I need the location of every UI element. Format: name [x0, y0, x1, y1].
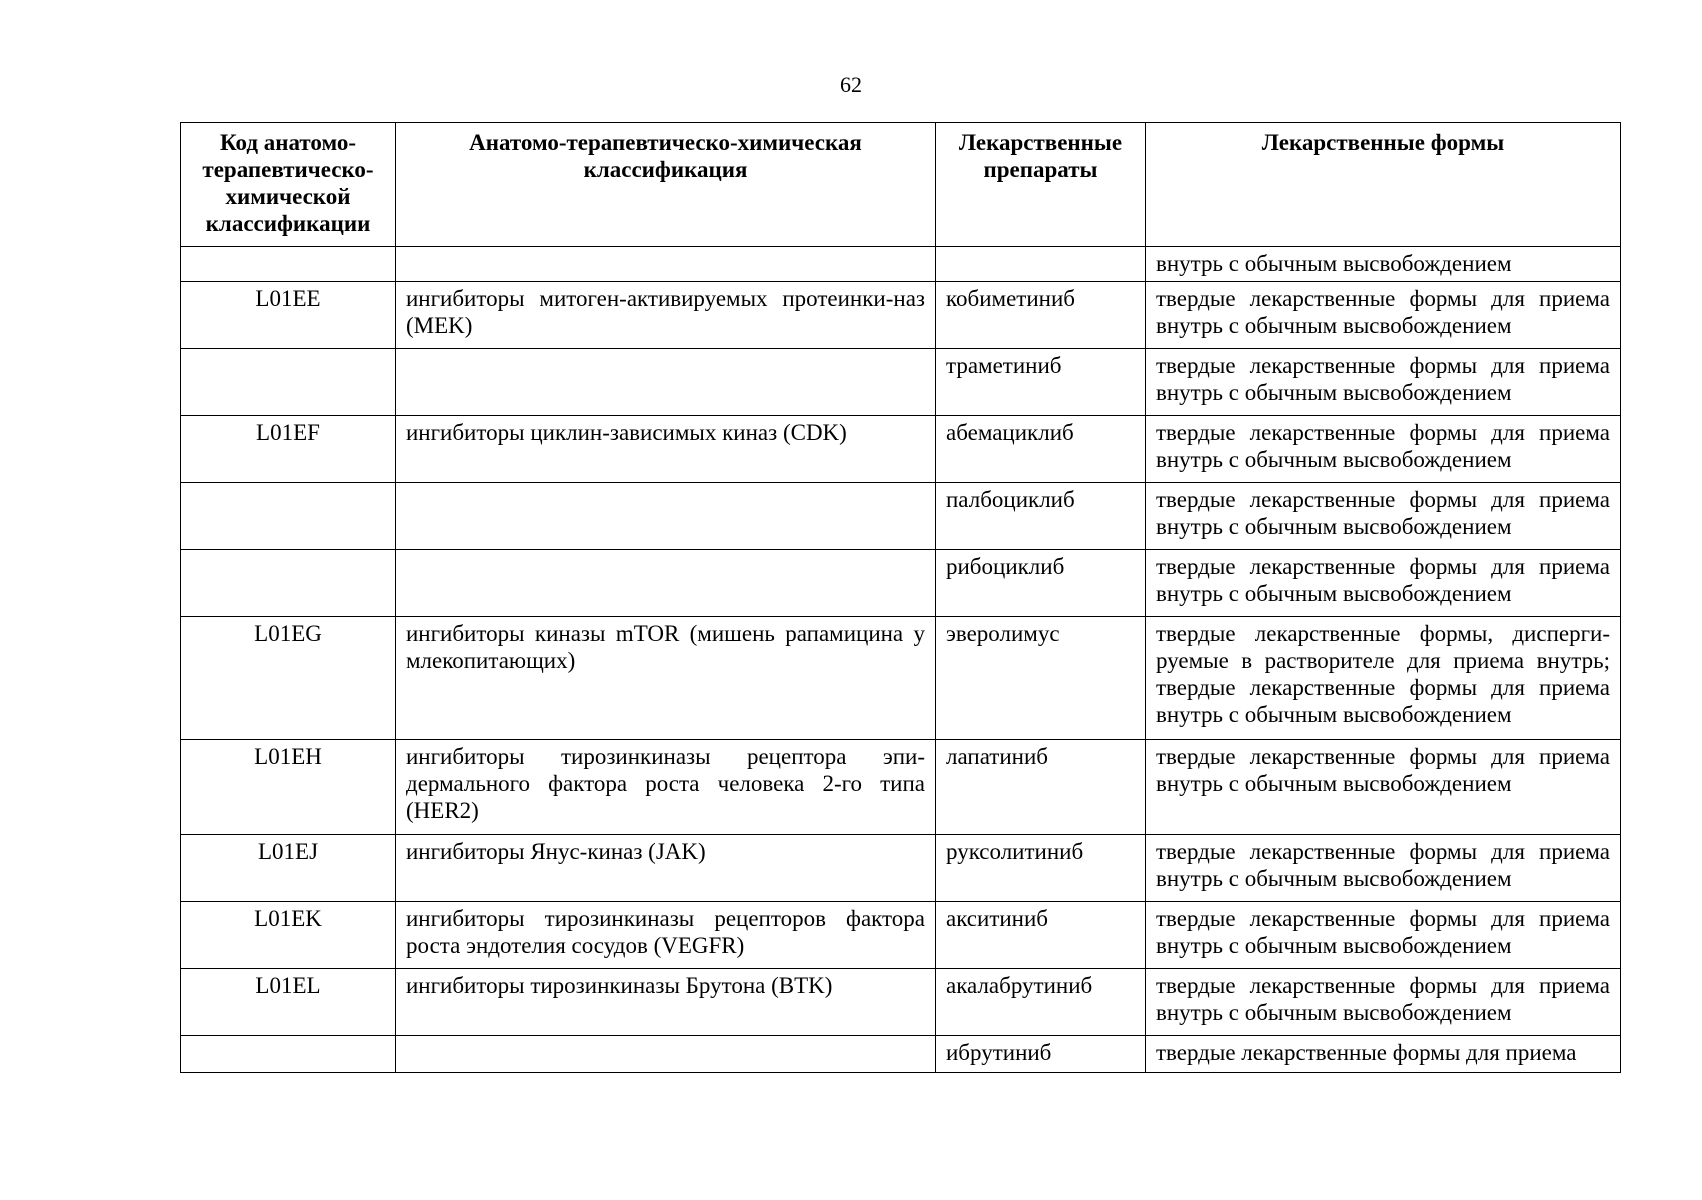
dosage-form: твердые лекарственные формы для приема внутрь с обычным высвобождением — [1146, 483, 1621, 550]
header-forms: Лекарственные формы — [1146, 123, 1621, 247]
drug-name — [936, 247, 1146, 282]
drug-name: эверолимус — [936, 617, 1146, 740]
table-row — [181, 282, 1621, 349]
table-row — [181, 483, 1621, 550]
atc-classification: ингибиторы митоген-активируемых протеинки-наз (MEK) — [396, 282, 936, 349]
atc-drug-table — [180, 122, 1621, 1073]
table-header-row — [181, 123, 1621, 247]
header-classification: Анатомо-терапевтическо-химическая классификация — [396, 123, 936, 247]
drug-name: руксолитиниб — [936, 835, 1146, 902]
dosage-form: твердые лекарственные формы, дисперги-руемые в растворителе для приема внутрь; твердые лекарственные формы для приема внутрь с обычным высвобождением — [1146, 617, 1621, 740]
atc-classification — [396, 483, 936, 550]
atc-classification: ингибиторы тирозинкиназы рецепторов фактора роста эндотелия сосудов (VEGFR) — [396, 902, 936, 969]
atc-classification: ингибиторы Янус-киназ (JAK) — [396, 835, 936, 902]
atc-classification — [396, 550, 936, 617]
dosage-form: твердые лекарственные формы для приема внутрь с обычным высвобождением — [1146, 349, 1621, 416]
atc-classification: ингибиторы тирозинкиназы Брутона (BTK) — [396, 969, 936, 1036]
dosage-form: твердые лекарственные формы для приема внутрь с обычным высвобождением — [1146, 282, 1621, 349]
table-row — [181, 740, 1621, 835]
atc-classification — [396, 247, 936, 282]
table-row — [181, 617, 1621, 740]
atc-code — [181, 247, 396, 282]
atc-code — [181, 349, 396, 416]
atc-code: L01EH — [181, 740, 396, 835]
dosage-form: твердые лекарственные формы для приема — [1146, 1036, 1621, 1073]
atc-code — [181, 1036, 396, 1073]
table-row — [181, 416, 1621, 483]
dosage-form: твердые лекарственные формы для приема внутрь с обычным высвобождением — [1146, 740, 1621, 835]
header-code: Код анатомо-терапевтическо-химической классификации — [181, 123, 396, 247]
drug-name: палбоциклиб — [936, 483, 1146, 550]
atc-code: L01EF — [181, 416, 396, 483]
dosage-form: твердые лекарственные формы для приема внутрь с обычным высвобождением — [1146, 416, 1621, 483]
atc-code — [181, 550, 396, 617]
drug-name: акалабрутиниб — [936, 969, 1146, 1036]
table-row — [181, 902, 1621, 969]
atc-code: L01EJ — [181, 835, 396, 902]
atc-classification — [396, 349, 936, 416]
drug-name: рибоциклиб — [936, 550, 1146, 617]
atc-classification: ингибиторы тирозинкиназы рецептора эпи-дермального фактора роста человека 2-го типа (HER2) — [396, 740, 936, 835]
dosage-form: твердые лекарственные формы для приема внутрь с обычным высвобождением — [1146, 550, 1621, 617]
drug-name: ибрутиниб — [936, 1036, 1146, 1073]
table-row — [181, 835, 1621, 902]
atc-classification: ингибиторы циклин-зависимых киназ (CDK) — [396, 416, 936, 483]
atc-code: L01EK — [181, 902, 396, 969]
dosage-form: внутрь с обычным высвобождением — [1146, 247, 1621, 282]
drug-name: абемациклиб — [936, 416, 1146, 483]
atc-code: L01EE — [181, 282, 396, 349]
drug-name: кобиметиниб — [936, 282, 1146, 349]
dosage-form: твердые лекарственные формы для приема внутрь с обычным высвобождением — [1146, 969, 1621, 1036]
atc-code — [181, 483, 396, 550]
atc-classification — [396, 1036, 936, 1073]
drug-name: лапатиниб — [936, 740, 1146, 835]
dosage-form: твердые лекарственные формы для приема внутрь с обычным высвобождением — [1146, 835, 1621, 902]
table-row — [181, 550, 1621, 617]
page-number: 62 — [840, 72, 862, 97]
drug-name: траметиниб — [936, 349, 1146, 416]
atc-code: L01EL — [181, 969, 396, 1036]
atc-classification: ингибиторы киназы mTOR (мишень рапамицина у млекопитающих) — [396, 617, 936, 740]
drug-name: акситиниб — [936, 902, 1146, 969]
header-drugs: Лекарственные препараты — [936, 123, 1146, 247]
atc-code: L01EG — [181, 617, 396, 740]
table-row — [181, 349, 1621, 416]
table-row — [181, 969, 1621, 1036]
dosage-form: твердые лекарственные формы для приема внутрь с обычным высвобождением — [1146, 902, 1621, 969]
table-row — [181, 247, 1621, 282]
table-row — [181, 1036, 1621, 1073]
